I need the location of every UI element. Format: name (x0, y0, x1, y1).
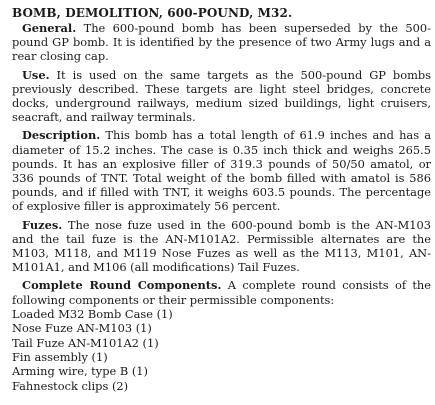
list-item: Fahnestock clips (2) (12, 378, 129, 393)
list-item: Arming wire, type B (1) (12, 364, 148, 379)
general-paragraph (12, 21, 431, 64)
description-paragraph (12, 128, 431, 213)
description-heading: Description. (22, 128, 101, 143)
components-heading: Complete Round Components. (22, 278, 222, 293)
fuzes-heading: Fuzes. (22, 217, 63, 232)
list-item: Nose Fuze AN-M103 (1) (12, 321, 152, 336)
fuzes-text: The nose fuze used in the 600-pound bomb is the AN-M103 and the tail fuze is the AN-M101A2. Permissible alternates are the M103, M118, and M119 Nose Fuzes as well as the M113, M101, AN-M101A1, and M106 (all modifications) Tail Fuzes. (12, 217, 431, 275)
components-paragraph (12, 278, 431, 306)
use-text: It is used on the same targets as the 500-pound GP bombs previously described. These targets are light steel bridges, concrete docks, underground railways, medium sized buildings, light cruisers, seacraft, and railway terminals. (12, 67, 432, 125)
components-list (12, 307, 431, 393)
components-text: A complete round consists of the following components or their permissible components: (12, 278, 432, 307)
use-paragraph (12, 68, 431, 125)
list-item: Loaded M32 Bomb Case (1) (12, 306, 173, 321)
list-item: Fin assembly (1) (12, 350, 108, 365)
description-text: This bomb has a total length of 61.9 inches and has a diameter of 15.2 inches. The case is 0.35 inch thick and weighs 265.5 pounds. It has an explosive filler of 319.3 pounds of 50/50 amatol, or 336 pounds of TNT. Total weight of the bomb filled with amatol is 586 pounds, and if filled with TNT, it weighs 603.5 pounds. The percentage of explosive filler is approximately 56 percent. (12, 128, 432, 214)
general-text: The 600-pound bomb has been superseded by the 500-pound GP bomb. It is identified by the presence of two Army lugs and a rear closing cap. (12, 21, 431, 64)
use-heading: Use. (22, 67, 50, 82)
page-title: BOMB, DEMOLITION, 600-POUND, M32. (12, 6, 293, 20)
list-item: Tail Fuze AN-M101A2 (1) (12, 335, 159, 350)
fuzes-paragraph (12, 218, 431, 275)
general-heading: General. (22, 21, 77, 35)
